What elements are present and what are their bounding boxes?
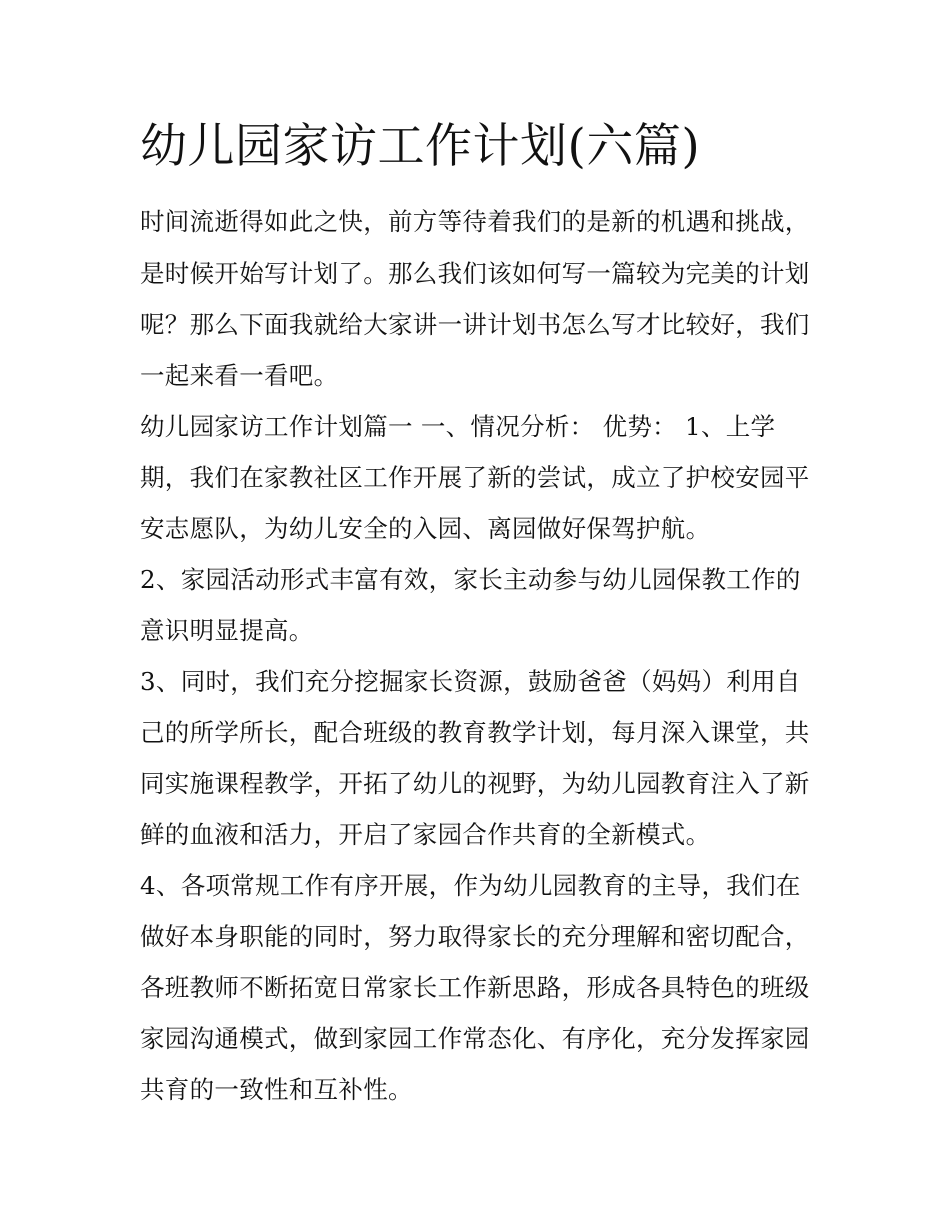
text-line-6: 期，我们在家教社区工作开展了新的尝试，成立了护校安园平 — [140, 463, 810, 492]
text-line-15: 做好本身职能的同时，努力取得家长的充分理解和密切配合， — [140, 922, 810, 951]
text-line-11: 己的所学所长，配合班级的教育教学计划，每月深入课堂，共 — [140, 718, 810, 747]
text-line-5: 幼儿园家访工作计划篇一 一、情况分析： 优势： 1、上学 — [140, 412, 776, 441]
text-line-3: 呢？那么下面我就给大家讲一讲计划书怎么写才比较好，我们 — [140, 310, 810, 339]
text-line-18: 共育的一致性和互补性。 — [140, 1075, 413, 1104]
text-line-10: 3、同时，我们充分挖掘家长资源，鼓励爸爸（妈妈）利用自 — [140, 667, 801, 696]
text-line-16: 各班教师不断拓宽日常家长工作新思路，形成各具特色的班级 — [140, 973, 810, 1002]
text-line-8: 2、家园活动形式丰富有效，家长主动参与幼儿园保教工作的 — [140, 565, 801, 594]
text-line-17: 家园沟通模式，做到家园工作常态化、有序化，充分发挥家园 — [140, 1024, 810, 1053]
text-line-13: 鲜的血液和活力，开启了家园合作共育的全新模式。 — [140, 820, 711, 849]
document-title: 幼儿园家访工作计划(六篇) — [140, 119, 701, 174]
text-line-2: 是时候开始写计划了。那么我们该如何写一篇较为完美的计划 — [140, 259, 810, 288]
text-line-9: 意识明显提高。 — [140, 616, 314, 645]
text-line-4: 一起来看一看吧。 — [140, 361, 339, 390]
text-line-12: 同实施课程教学，开拓了幼儿的视野，为幼儿园教育注入了新 — [140, 769, 810, 798]
text-line-1: 时间流逝得如此之快，前方等待着我们的是新的机遇和挑战， — [140, 207, 810, 236]
text-line-7: 安志愿队，为幼儿安全的入园、离园做好保驾护航。 — [140, 514, 711, 543]
text-line-14: 4、各项常规工作有序开展，作为幼儿园教育的主导，我们在 — [140, 871, 801, 900]
